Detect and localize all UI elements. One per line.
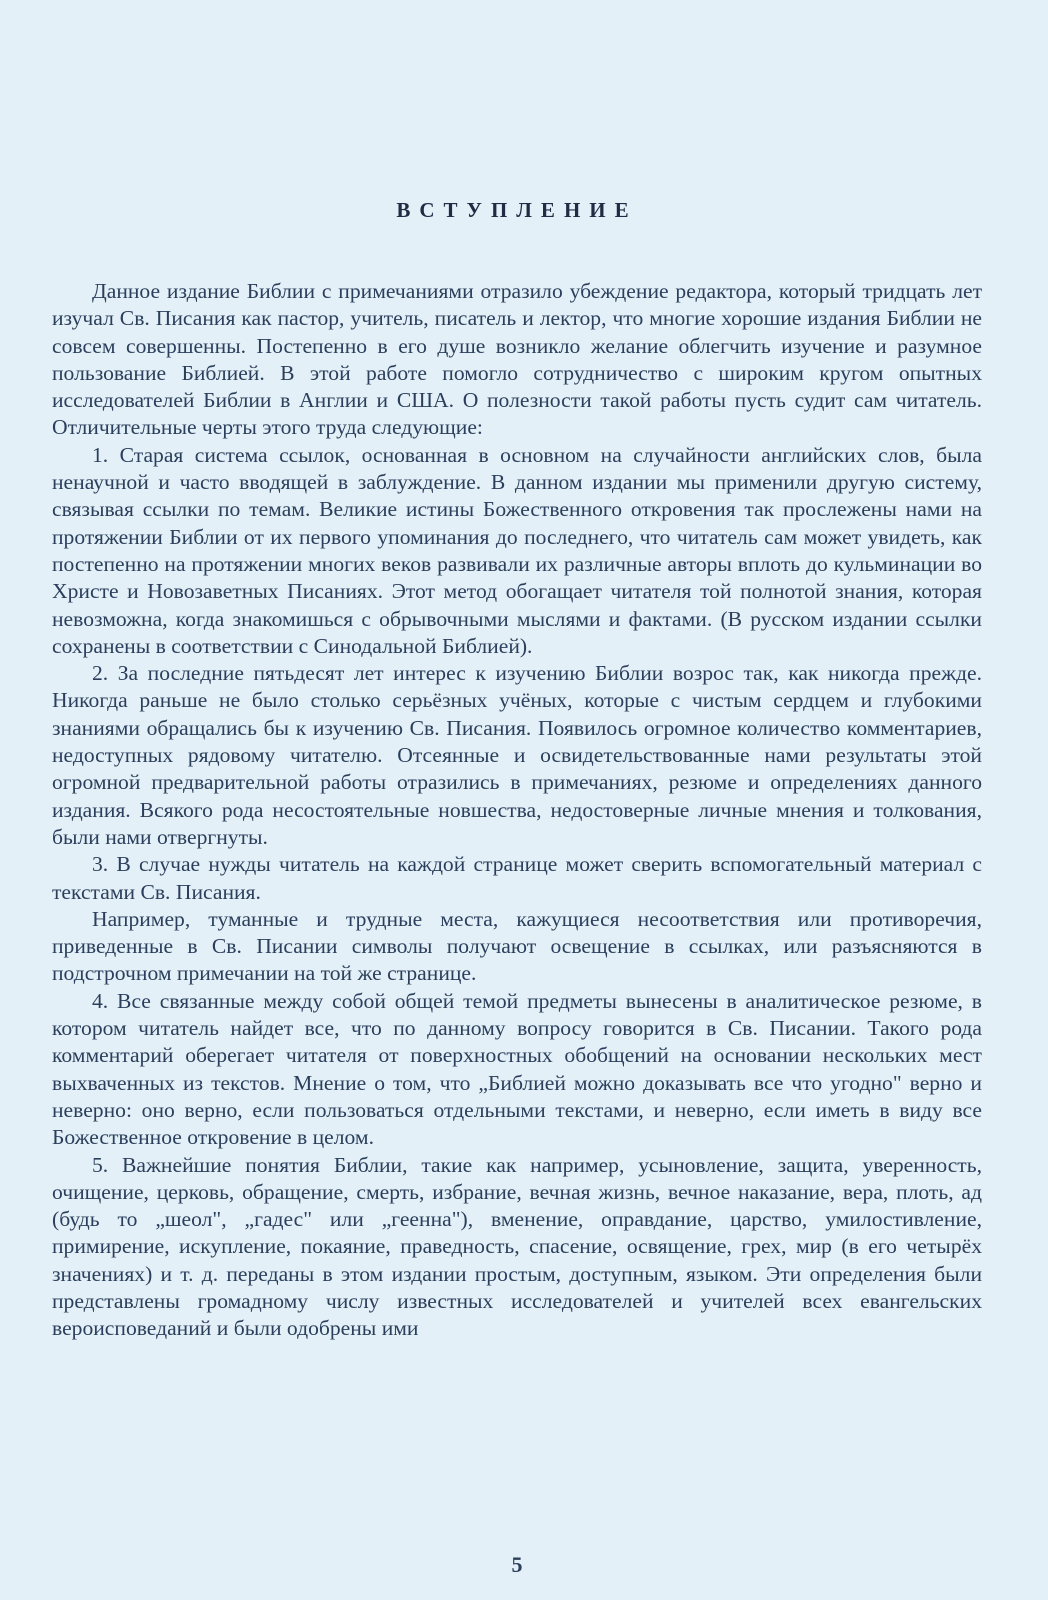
paragraph-4-summary: 4. Все связанные между собой общей темой предметы вынесены в аналитическое резюме, в котором читатель найдет все, что по данному вопросу говорится в Св. Писании. Такого рода комментарий оберегает читателя от поверхностных обобщений на основании нескольких мест выхваченных из текстов. Мнение о том, что „Библией можно доказывать все что угодно" верно и неверно: оно верно, если пользоваться отдельными текстами, и неверно, если иметь в виду все Божественное откровение в целом. — [52, 988, 982, 1150]
page-title: ВСТУПЛЕНИЕ — [396, 198, 638, 222]
paragraph-example: Например, туманные и трудные места, кажущиеся несоответствия или противоречия, приведенные в Св. Писании символы получают освещение в ссылках, или разъясняются в подстрочном примечании на той же странице. — [52, 906, 982, 986]
page-number: 5 — [511, 1552, 523, 1577]
document-page — [52, 0, 982, 1600]
intro-paragraph: Данное издание Библии с примечаниями отразило убеждение редактора, который тридцать лет изучал Св. Писания как пастор, учитель, писатель и лектор, что многие хорошие издания Библии не совсем совершенны. Постепенно в его душе возникло желание облегчить изучение и разумное пользование Библией. В этой работе помогло сотрудничество с широким кругом опытных исследователей Библии в Англии и США. О полезности такой работы пусть судит сам читатель. Отличительные черты этого труда следующие: — [52, 279, 982, 440]
paragraph-1-references: 1. Старая система ссылок, основанная в основном на случайности английских слов, была ненаучной и часто вводящей в заблуждение. В данном издании мы применили другую систему, связывая ссылки по темам. Великие истины Божественного откровения так прослежены нами на протяжении Библии от их первого упоминания до последнего, что читатель сам может увидеть, как постепенно на протяжении многих веков развивали их различные авторы вплоть до кульминации во Христе и Новозаветных Писаниях. Этот метод обогащает читателя той полнотой знания, которая невозможна, когда знакомишься с обрывочными мыслями и фактами. (В русском издании ссылки сохранены в соответствии с Синодальной Библией). — [52, 442, 982, 658]
paragraph-2-scholarship: 2. За последние пятьдесят лет интерес к изучению Библии возрос так, как никогда прежде. Никогда раньше не было столько серьёзных учёных, которые с чистым сердцем и глубокими знаниями обращались бы к изучению Св. Писания. Появилось огромное количество комментариев, недоступных рядовому читателю. Отсеянные и освидетельствованные нами результаты этой огромной предварительной работы отразились в примечаниях, резюме и определениях данного издания. Всякого рода несостоятельные новшества, недостоверные личные мнения и толкования, были нами отвергнуты. — [52, 661, 982, 849]
paragraph-5-concepts: 5. Важнейшие понятия Библии, такие как например, усыновление, защита, уверенность, очищение, церковь, обращение, смерть, избрание, вечная жизнь, вечное наказание, вера, плоть, ад (будь то „шеол", „гадес" или „геенна"), вменение, оправдание, царство, умилостивление, примирение, искупление, покаяние, праведность, спасение, освящение, грех, мир (в его четырёх значениях) и т. д. переданы в этом издании простым, доступным, языком. Эти определения были представлены громадному числу известных исследователей и учителей всех евангельских вероисповеданий и были одобрены ими — [52, 1152, 982, 1341]
body-text — [52, 278, 982, 1343]
paragraph-3-materials: 3. В случае нужды читатель на каждой странице может сверить вспомогательный материал с текстами Св. Писания. — [52, 852, 982, 904]
